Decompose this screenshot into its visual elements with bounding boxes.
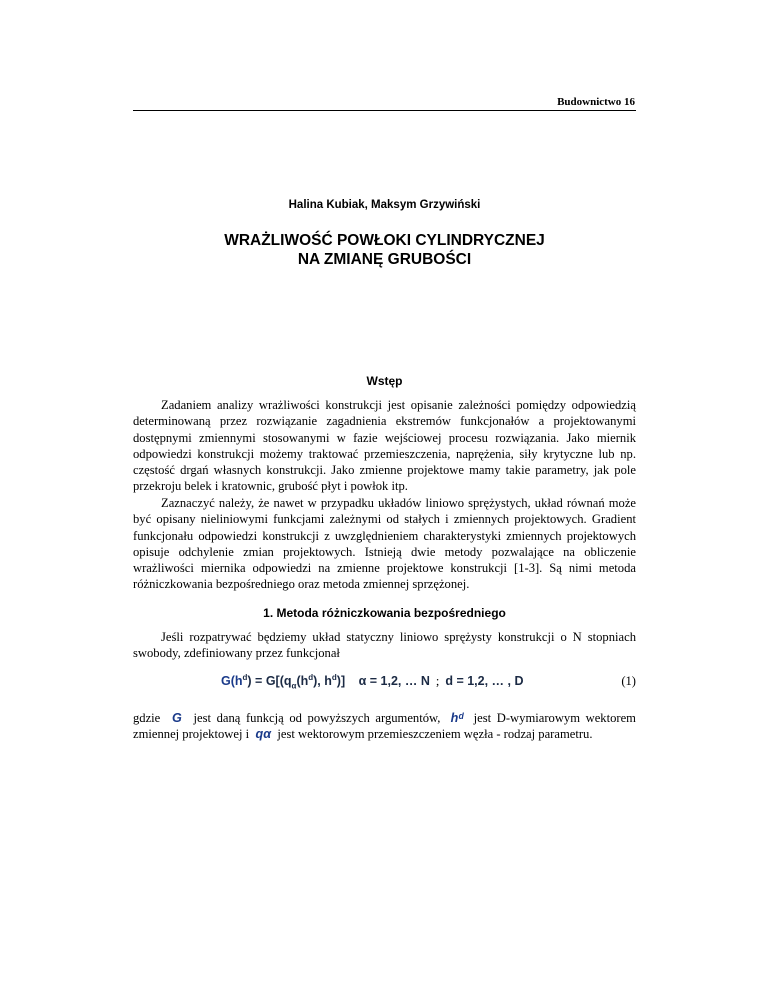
q-symbol-icon: qα: [255, 727, 272, 742]
journal-header: Budownictwo 16: [557, 96, 635, 108]
eq-alpha-sub: α: [291, 681, 297, 691]
eq-lhs: G(h: [221, 674, 243, 689]
g-symbol-icon: G: [171, 711, 182, 725]
p2-text-3: jest D-wymiarowym wektorem zmiennej projektowej i: [133, 711, 636, 742]
p2-text-2: jest daną funkcją od powyższych argumentów,: [193, 711, 441, 725]
eq-mid3-sup: d: [331, 673, 337, 682]
eq-mid4: )]: [336, 674, 346, 689]
eq-mid2-sup: d: [308, 673, 314, 682]
section-1-paragraph-1: Jeśli rozpatrywać będziemy układ statyczny liniowo sprężysty konstrukcji o N stopniach swobody, zdefiniowany przez funkcjonał: [133, 630, 636, 661]
intro-heading: Wstęp: [366, 374, 403, 388]
h-symbol-icon: hᵈ: [450, 711, 464, 725]
eq-range-d: d = 1,2, … , D: [445, 674, 524, 689]
eq-mid3: ), h: [313, 674, 332, 689]
article-title: [133, 231, 636, 269]
eq-mid2: (h: [296, 674, 309, 689]
eq-separator: ;: [435, 674, 440, 689]
section-1-paragraph-2: [133, 710, 636, 743]
intro-paragraph-1: Zadaniem analizy wrażliwości konstrukcji jest opisanie zależności pomiędzy odpowiedzią determinowaną przez rozwiązanie zagadnienia ekstremów funkcjonałów a projektowanymi dostępnymi zmiennymi stosowanymi w fazie wejściowej procesu rozwiązania. Jako miernik odpowiedzi konstrukcji możemy traktować przemieszczenia, naprężenia, siły krytyczne lub np. częstość drgań własnych konstrukcji. Jako zmienne projektowe mamy takie parametry, jak pole przekroju belek i kratownic, grubość płyt i powłok itp.: [133, 398, 636, 494]
authors: Halina Kubiak, Maksym Grzywiński: [288, 199, 481, 211]
p2-text-4: jest wektorowym przemieszczeniem węzła - rodzaj parametru.: [277, 727, 593, 742]
header-rule: [133, 110, 636, 111]
eq-mid: ) = G[(q: [247, 674, 292, 689]
eq-lhs-sup: d: [242, 673, 248, 682]
eq-range-alpha: α = 1,2, … N: [358, 674, 430, 689]
equation-1: [133, 673, 636, 693]
equation-number: (1): [621, 674, 636, 688]
section-1-heading: 1. Metoda różniczkowania bezpośredniego: [263, 606, 506, 620]
title-line-1: WRAŻLIWOŚĆ POWŁOKI CYLINDRYCZNEJ: [224, 232, 545, 249]
p2-text-1: gdzie: [133, 711, 161, 725]
equation-body: [221, 673, 524, 691]
intro-paragraph-2: Zaznaczyć należy, że nawet w przypadku układów liniowo sprężystych, układ równań może być opisany nieliniowymi funkcjami zależnymi od stałych i zmiennych projektowych. Gradient funkcjonału odpowiedzi konstrukcji z uwzględnieniem charakterystyki zmiennych projektowych opisuje odchylenie zmian projektowych. Istnieją dwie metody pozwalające na obliczenie wrażliwości miernika odpowiedzi na zmienne projektowe konstrukcji [1-3]. Są nimi metoda różniczkowania bezpośredniego oraz metoda zmiennej sprzężonej.: [133, 496, 636, 592]
title-line-2: NA ZMIANĘ GRUBOŚCI: [297, 251, 472, 268]
